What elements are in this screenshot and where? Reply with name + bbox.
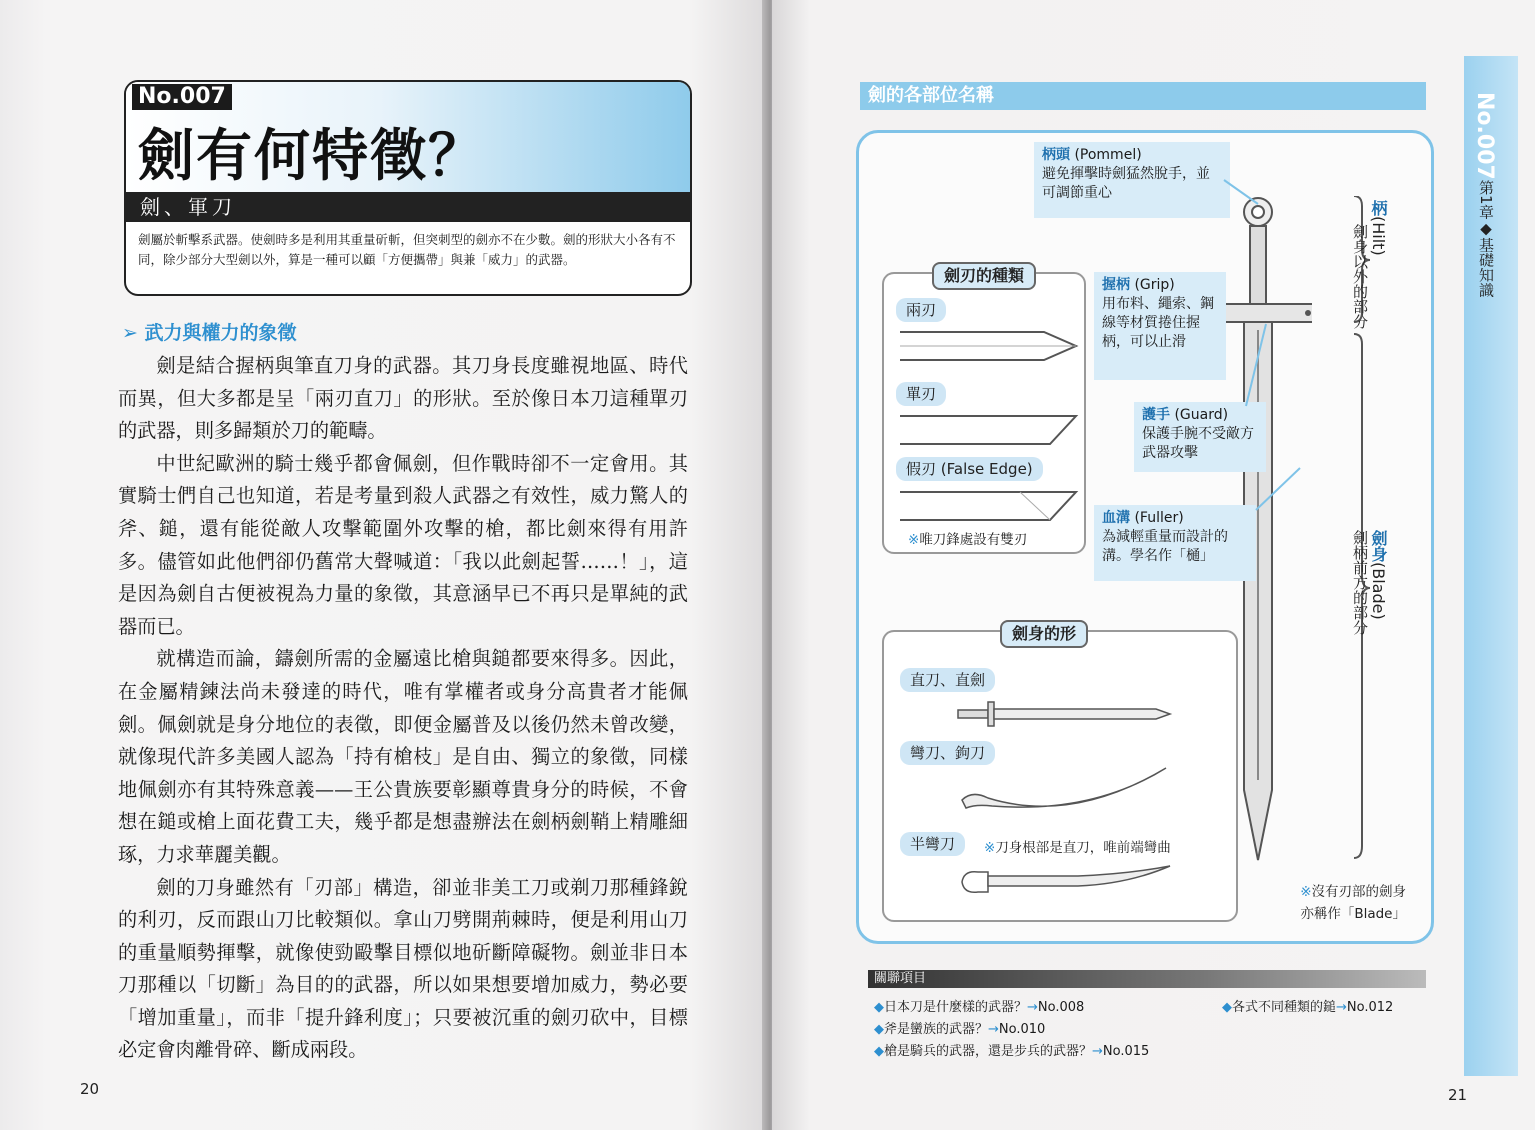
hilt-desc: 劍身以外的部分 [1351,224,1369,329]
false-edge-blade [900,488,1080,524]
related-items-heading: 關聯項目 [868,970,1426,988]
paragraph: 就構造而論，鑄劍所需的金屬遠比槍與鎚都要來得多。因此，在金屬精鍊法尚未發達的時代，唯有掌權者或身分高貴者才能佩劍。佩劍就是身分地位的表徵，即便金屬普及以後仍然未曾改變，就像現代許多美國人認為「持有槍枝」是自由、獨立的象徵，同樣地佩劍亦有其特殊意義——王公貴族要彰顯尊貴身分的時候，不會想在鎚或槍上面花費工夫，幾乎都是想盡辦法在劍柄劍鞘上精雕細琢，力求華麗美觀。 [118,647,688,866]
related-item-ref: No.010 [998,1022,1046,1037]
side-article-number: No.007 [1472,92,1497,180]
guard-rivet [1305,310,1311,316]
pommel-desc: 避免揮擊時劍猛然脫手，並可調節重心 [1042,166,1210,201]
half-note-mark: ※ [984,840,996,856]
double-edge-blade [900,328,1080,364]
straight-sword-image [956,700,1176,730]
paragraph: 劍是結合握柄與筆直刀身的武器。其刀身長度雖視地區、時代而異，但大多都是呈「兩刃直刀」的形狀。至於像日本刀這種單刃的武器，則多歸類於刀的範疇。 [118,354,688,443]
grip-name: 握柄 [1102,277,1130,293]
grip-callout [1094,272,1226,380]
blade-footnote-1 [1266,880,1406,900]
false-edge-note-text: 唯刀鋒處設有雙刃 [919,532,1028,548]
blade-label [1370,530,1386,670]
blade-types-heading: 劍刃的種類 [932,262,1036,290]
article-header [124,80,692,296]
paragraph: 中世紀歐洲的騎士幾乎都會佩劍，但作戰時卻不一定會用。其實騎士們自己也知道，若是考量到殺人武器之有效性，威力驚人的斧、鎚，還有能從敵人攻擊範圍外攻擊的槍，都比劍來得有用許多。儘管如此他們卻仍舊常大聲喊道：「我以此劍起誓……！」，這是因為劍自古便被視為力量的象徵，其意涵早已不再只是單純的武器而已。 [118,451,688,638]
fuller-leader [1254,464,1304,514]
half-curved-sword-image [958,862,1178,902]
half-curved-note [984,836,1171,856]
blade-shapes-heading: 劍身的形 [1000,620,1088,648]
related-item[interactable]: ◆各式不同種類的鎚→No.012 [1222,1000,1394,1015]
blade-footnote-2: 亦稱作「Blade」 [1300,906,1406,922]
pommel-leader [1222,178,1262,208]
body-text [118,350,688,1067]
related-item[interactable]: ◆日本刀是什麼樣的武器？→No.008 [874,1000,1085,1015]
grip-desc: 用布料、繩索、鋼線等材質捲住握柄，可以止滑 [1102,296,1214,350]
fuller-callout [1094,505,1256,581]
guard-callout [1134,402,1266,472]
related-item-text: 各式不同種類的鎚 [1232,1000,1337,1015]
blade-name: 劍身 [1369,530,1388,562]
page-number-left: 20 [80,1080,100,1098]
fuller-desc: 為減輕重量而設計的溝。學名作「樋」 [1102,529,1228,564]
article-number-badge: No.007 [132,84,232,110]
double-edge-label: 兩刃 [896,298,946,322]
grip-shape [1250,226,1266,304]
fuller-en: (Fuller) [1134,510,1184,526]
related-item-text: 斧是蠻族的武器？ [884,1022,989,1037]
curved-sword-label: 彎刀、鉤刀 [900,741,995,765]
related-item-ref: No.008 [1037,1000,1085,1015]
guard-en: (Guard) [1174,407,1229,423]
diagram-title-bar: 劍的各部位名稱 [860,82,1426,110]
right-page [772,0,1535,1130]
related-item[interactable]: ◆槍是騎兵的武器，還是步兵的武器？→No.015 [874,1044,1150,1059]
blade-desc: 劍柄前方的部分 [1351,530,1369,635]
page-number-right: 21 [1448,1086,1468,1104]
related-item-ref: No.012 [1346,1000,1394,1015]
related-item[interactable]: ◆斧是蠻族的武器？→No.010 [874,1022,1046,1037]
summary-text: 劍屬於斬擊系武器。使劍時多是利用其重量斫斬，但突刺型的劍亦不在少數。劍的形狀大小各有不同，除少部分大型劍以外，算是一種可以顧「方便攜帶」與兼「威力」的武器。 [138,232,676,267]
hilt-label [1370,200,1386,340]
related-item-text: 槍是騎兵的武器，還是步兵的武器？ [884,1044,1093,1059]
note-mark: ※ [908,532,920,548]
grip-en: (Grip) [1134,277,1175,293]
guard-desc: 保護手腕不受敵方武器攻擊 [1142,426,1254,461]
pommel-callout [1034,142,1230,218]
straight-sword-label: 直刀、直劍 [900,668,995,692]
blade-en: (Blade) [1369,562,1388,620]
subtitle-bar: 劍、軍刀 [126,192,690,222]
side-chapter-label: 第1章◆基礎知識 [1477,180,1495,298]
page-title: 劍有何特徵？ [138,123,486,189]
single-edge-blade [900,412,1080,448]
curved-sword-image [952,764,1182,824]
paragraph: 劍的刀身雖然有「刃部」構造，卻並非美工刀或剃刀那種鋒銳的利刃，反而跟山刀比較類似。拿山刀劈開荊棘時，便是利用山刀的重量順勢揮擊，就像使勁毆擊目標似地斫斷障礙物。劍並非日本刀那種以「切斷」為目的的武器，所以如果想要增加威力，勢必要「增加重量」，而非「提升鋒利度」；只要被沉重的劍刃砍中，目標必定會肉離骨碎、斷成兩段。 [118,875,688,1062]
half-curved-label: 半彎刀 [900,832,965,856]
section-heading: ➢ 武力與權力的象徵 [122,322,297,344]
blade-footnote-mark: ※ [1300,884,1312,900]
blade-footnote-1-text: 沒有刃部的劍身 [1311,884,1406,900]
guard-name: 護手 [1142,407,1170,423]
fuller-name: 血溝 [1102,510,1130,526]
pommel-en: (Pommel) [1074,147,1142,163]
related-item-text: 日本刀是什麼樣的武器？ [884,1000,1028,1015]
single-edge-label: 單刃 [896,382,946,406]
pommel-name: 柄頭 [1042,147,1070,163]
half-note-text: 刀身根部是直刀，唯前端彎曲 [995,840,1171,856]
hilt-name: 柄 [1369,200,1388,216]
false-edge-note [908,528,1027,548]
hilt-en: (Hilt) [1369,216,1388,256]
related-item-ref: No.015 [1102,1044,1150,1059]
guard-leader [1242,320,1272,410]
false-edge-label: 假刃 (False Edge) [896,457,1043,481]
